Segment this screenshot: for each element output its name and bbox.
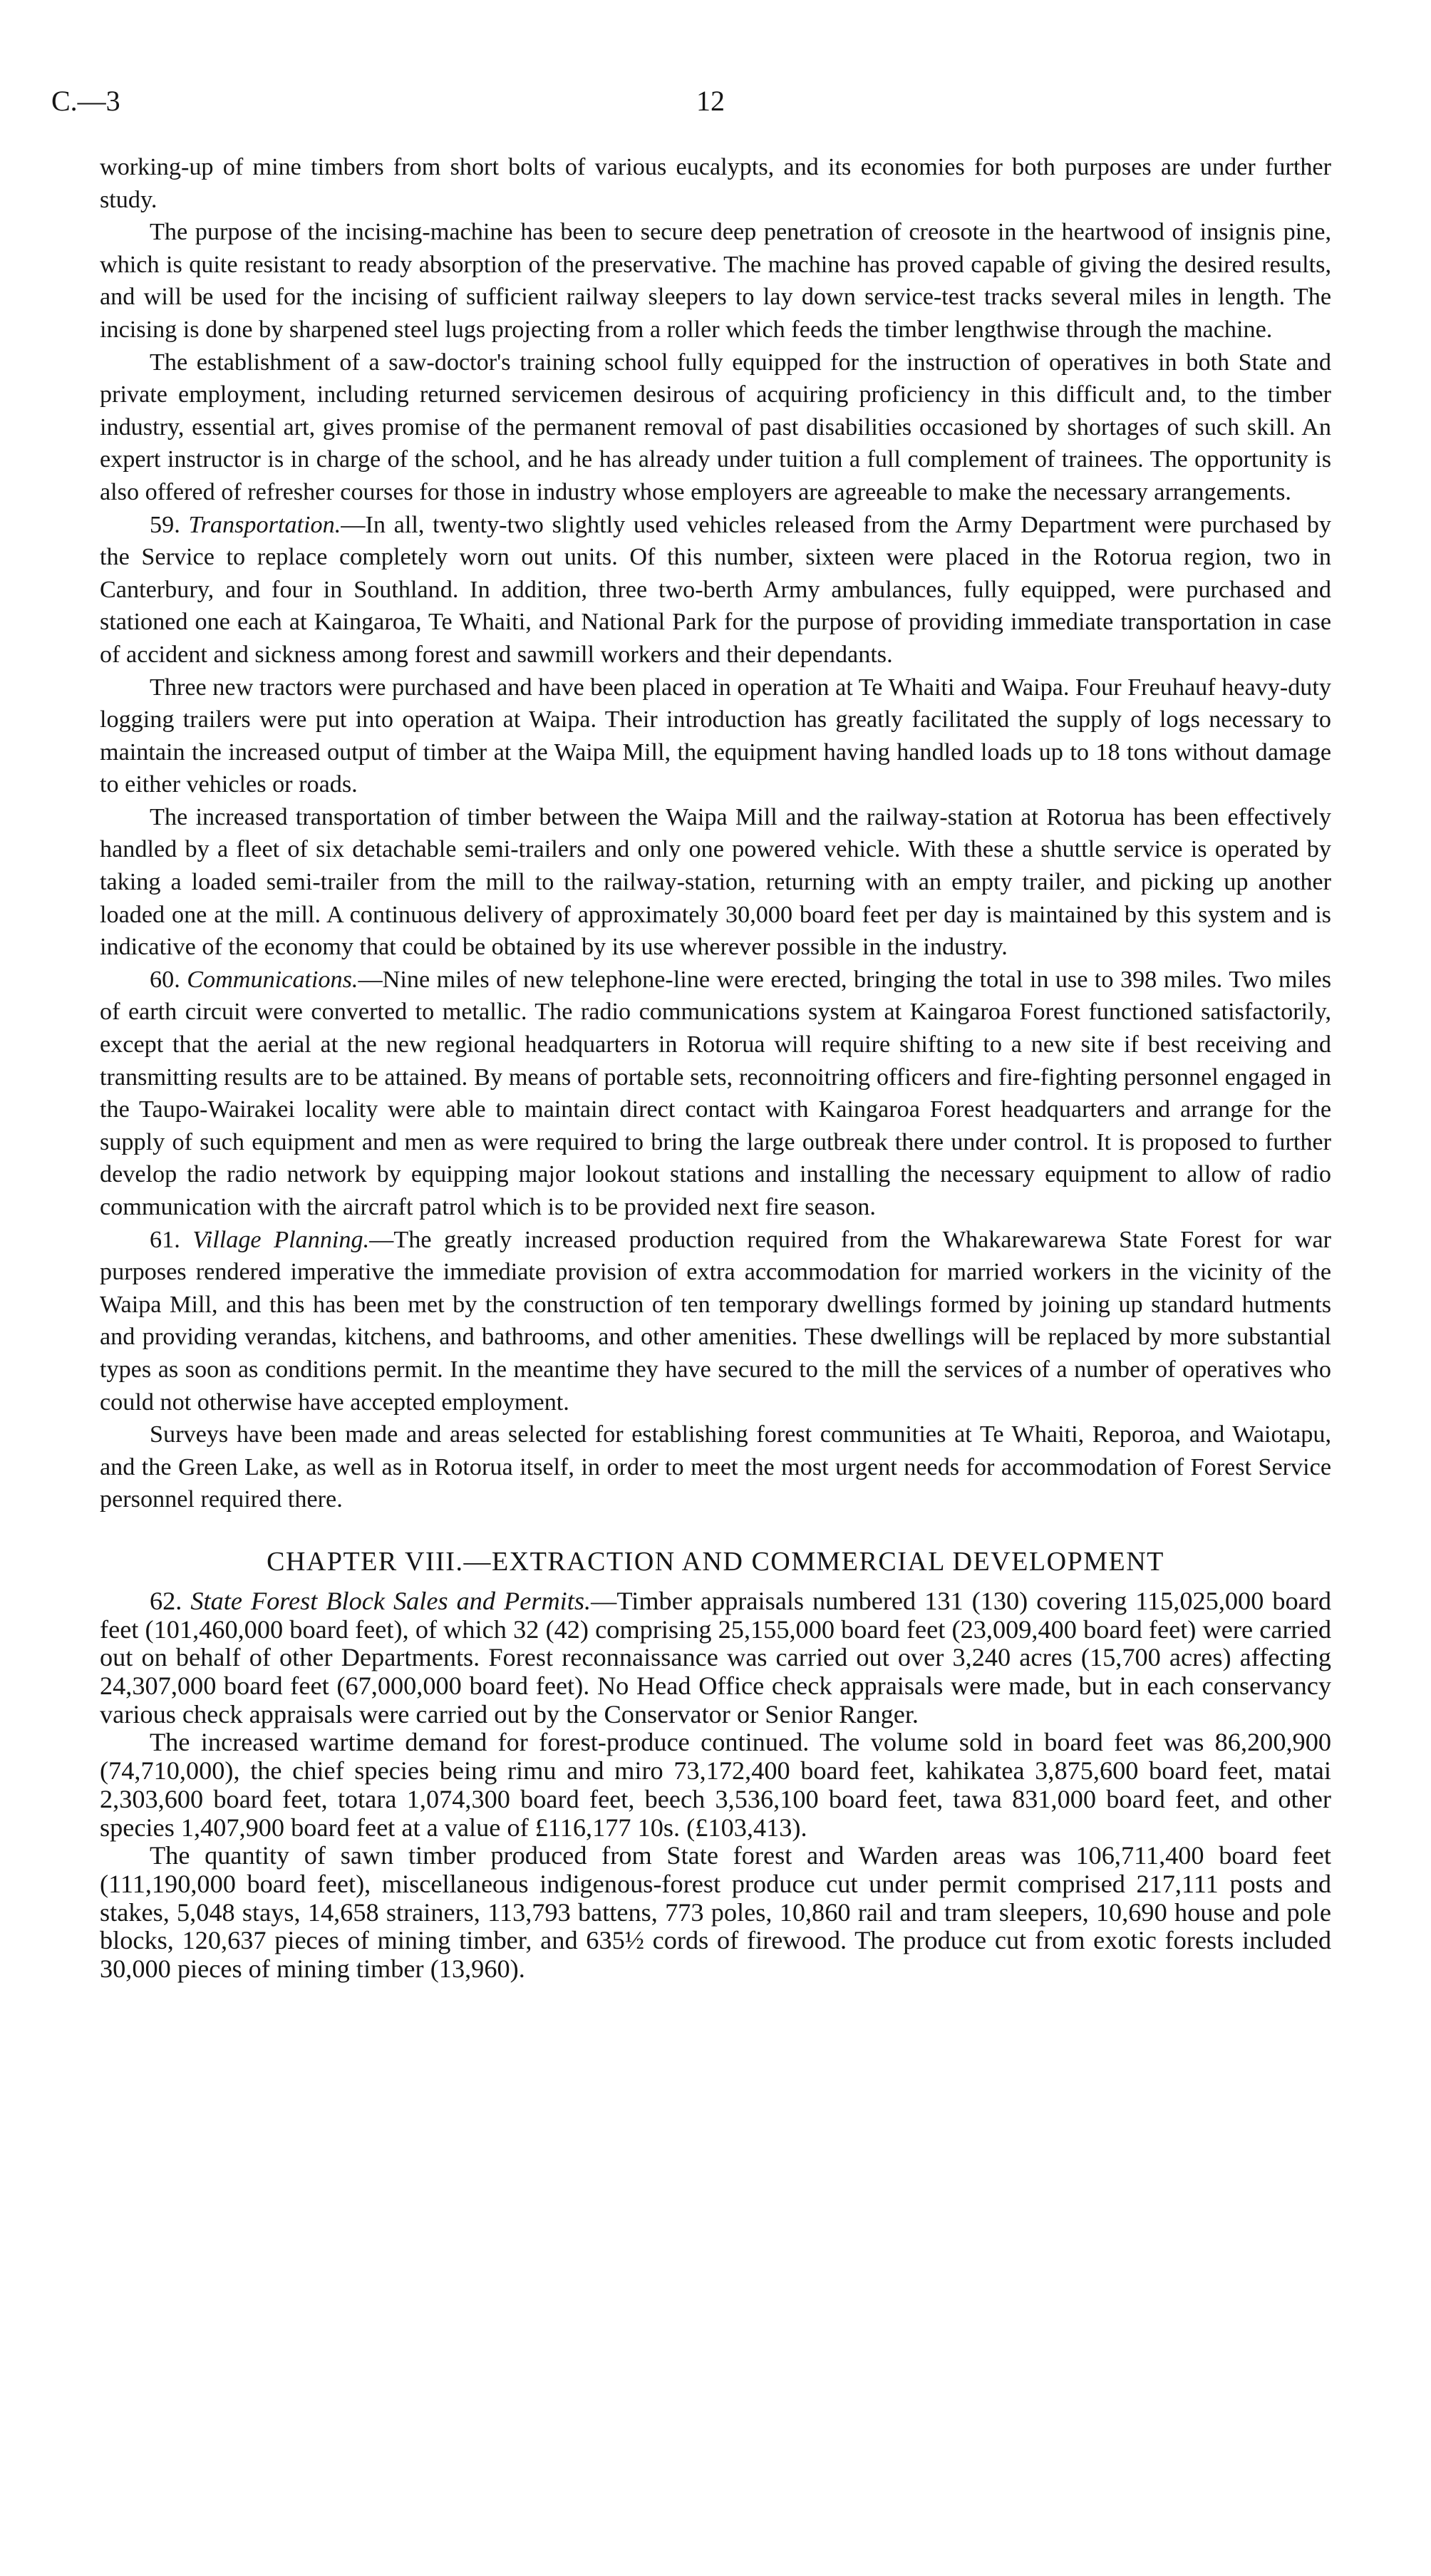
paragraph bbox=[100, 216, 1331, 346]
paragraph-text: working-up of mine timbers from short bolts of various eucalypts, and its economies for both purposes are under further study. bbox=[100, 154, 1331, 213]
section-59-transportation bbox=[100, 509, 1331, 671]
section-number: 62. bbox=[150, 1586, 182, 1615]
section-62-block-sales bbox=[100, 1587, 1331, 1729]
paragraph bbox=[100, 1729, 1331, 1842]
section-60-communications bbox=[100, 964, 1331, 1224]
paragraph-text: The purpose of the incising-machine has been to secure deep penetration of creosote in the heartwood of insignis pine, which is quite resistant to ready absorption of the preservative. The machine has proved capable of giving the desired results, and will be used for the incising of sufficient railway sleepers to lay down service-test tracks several miles in length. The incising is done by sharpened steel lugs projecting from a roller which feeds the timber lengthwise through the machine. bbox=[100, 219, 1331, 343]
paragraph bbox=[100, 671, 1331, 801]
paragraph bbox=[100, 801, 1331, 964]
section-heading: State Forest Block Sales and Permits. bbox=[190, 1586, 591, 1615]
paragraph bbox=[100, 1842, 1331, 1984]
paragraph-text: Three new tractors were purchased and have been placed in operation at Te Whaiti and Waipa. Four Freuhauf heavy-duty logging trailers were put into operation at Waipa. Their introduction has greatly facilitated the supply of logs necessary to maintain the increased output of timber at the Waipa Mill, the equipment having handled loads up to 18 tons without damage to either vehicles or roads. bbox=[100, 674, 1331, 798]
paragraph bbox=[100, 346, 1331, 509]
paragraph-text: —Timber appraisals numbered 131 (130) covering 115,025,000 board feet (101,460,000 board feet), of which 32 (42) comprising 25,155,000 board feet (23,009,400 board feet) were carried out on behalf of other Departments. Forest reconnaissance was carried out over 3,240 acres (15,700 acres) affecting 24,307,000 board feet (67,000,000 board feet). No Head Office check appraisals were made, but in each conservancy various check appraisals were carried out by the Conservator or Senior Ranger. bbox=[100, 1586, 1331, 1729]
paragraph-text: The increased wartime demand for forest-produce continued. The volume sold in board feet was 86,200,900 (74,710,000), the chief species being rimu and miro 73,172,400 board feet, kahikatea 3,875,600 board feet, matai 2,303,600 board feet, totara 1,074,300 board feet, beech 3,536,100 board feet, tawa 831,000 board feet, and other species 1,407,900 board feet at a value of £116,177 10s. (£103,413). bbox=[100, 1728, 1331, 1842]
section-heading: Village Planning. bbox=[192, 1226, 370, 1253]
section-61-village-planning bbox=[100, 1224, 1331, 1419]
paragraph-text: —In all, twenty-two slightly used vehicles released from the Army Department were purchased by the Service to replace completely worn out units. Of this number, sixteen were placed in the Rotorua region, two in Canterbury, and four in Southland. In addition, three two-berth Army ambulances, fully equipped, were purchased and stationed one each at Kaingaroa, Te Whaiti, and National Park for the purpose of providing immediate transportation in case of accident and sickness among forest and sawmill workers and their dependants. bbox=[100, 511, 1332, 668]
paragraph-text: The quantity of sawn timber produced from State forest and Warden areas was 106,711,400 board feet (111,190,000 board feet), miscellaneous indigenous-forest produce cut under permit comprised 217,111 posts and stakes, 5,048 stays, 14,658 strainers, 113,793 battens, 773 poles, 10,860 rail and tram sleepers, 10,690 house and pole blocks, 120,637 pieces of mining timber, and 635½ cords of firewood. The produce cut from exotic forests included 30,000 pieces of mining timber (13,960). bbox=[100, 1841, 1331, 1984]
section-number: 61. bbox=[150, 1226, 180, 1253]
paragraph-text: The establishment of a saw-doctor's training school fully equipped for the instruction of operatives in both State and private employment, including returned servicemen desirous of acquiring proficiency in this difficult and, to the timber industry, essential art, gives promise of the permanent removal of past disabilities occasioned by shortages of such skill. An expert instructor is in charge of the school, and he has already under tuition a full complement of trainees. The opportunity is also offered of refresher courses for those in industry whose employers are agreeable to make the necessary arrangements. bbox=[100, 349, 1331, 505]
paragraph-text: —Nine miles of new telephone-line were erected, bringing the total in use to 398 miles. Two miles of earth circuit were converted to metallic. The radio communications system at Kaingaroa Forest functioned satisfactorily, except that the aerial at the new regional headquarters in Rotorua will require shifting to a new site if best receiving and transmitting results are to be attained. By means of portable sets, reconnoitring officers and fire-fighting personnel engaged in the Taupo-Wairakei locality were able to maintain direct contact with Kaingaroa Forest headquarters and arrange for the supply of such equipment and men as were required to bring the large outbreak there under control. It is proposed to further develop the radio network by equipping major lookout stations and installing the necessary equipment to allow of radio communication with the aircraft patrol which is to be provided next fire season. bbox=[100, 966, 1331, 1220]
page-header bbox=[51, 84, 1334, 127]
section-heading: Communications. bbox=[187, 966, 358, 993]
section-heading: Transportation. bbox=[188, 511, 341, 538]
paragraph-text: The increased transportation of timber between the Waipa Mill and the railway-station at Rotorua has been effectively handled by a fleet of six detachable semi-trailers and only one powered vehicle. With these a shuttle service is operated by taking a loaded semi-trailer from the mill to the railway-station, returning with an empty trailer, and picking up another loaded one at the mill. A continuous delivery of approximately 30,000 board feet per day is maintained by this system and is indicative of the economy that could be obtained by its use wherever possible in the industry. bbox=[100, 803, 1331, 961]
chapter-heading: CHAPTER VIII.—EXTRACTION AND COMMERCIAL DEVELOPMENT bbox=[267, 1546, 1164, 1577]
paragraph bbox=[100, 1418, 1331, 1516]
section-number: 60. bbox=[150, 966, 180, 993]
report-reference: C.—3 bbox=[51, 85, 120, 117]
section-number: 59. bbox=[150, 511, 180, 538]
paragraph-text: Surveys have been made and areas selected for establishing forest communities at Te Whaiti, Reporoa, and Waiotapu, and the Green Lake, as well as in Rotorua itself, in order to meet the most urgent needs for accommodation of Forest Service personnel required there. bbox=[100, 1421, 1331, 1513]
paragraph-text: —The greatly increased production required from the Whakarewarewa State Forest for war purposes rendered imperative the immediate provision of extra accommodation for married workers in the vicinity of the Waipa Mill, and this has been met by the construction of ten temporary dwellings formed by joining up standard hutments and providing verandas, kitchens, and bathrooms, and other amenities. These dwellings will be replaced by more substantial types as soon as conditions permit. In the meantime they have secured to the mill the services of a number of operatives who could not otherwise have accepted employment. bbox=[100, 1226, 1332, 1416]
paragraph-continued bbox=[100, 151, 1331, 216]
page-number: 12 bbox=[696, 85, 725, 117]
body-text bbox=[100, 151, 1331, 1984]
